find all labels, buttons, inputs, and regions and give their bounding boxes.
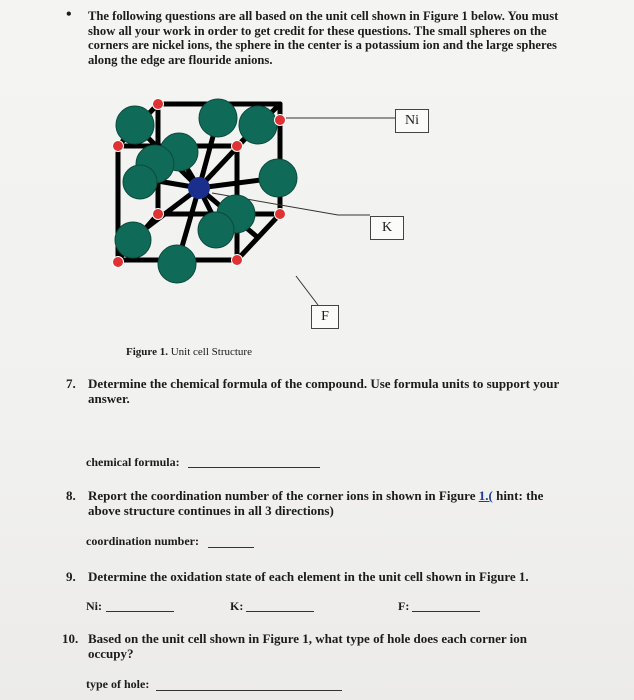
question-9-text: Determine the oxidation state of each element in the unit cell shown in Figure 1. — [88, 569, 529, 584]
question-8-text-start: Report the coordination number of the corner ions in shown in Figure — [88, 488, 479, 503]
nickel-sphere — [275, 209, 286, 220]
fluoride-sphere — [199, 99, 237, 137]
potassium-sphere — [188, 177, 210, 199]
k-oxidation-label: K: — [230, 599, 244, 613]
k-oxidation-answer-line[interactable] — [246, 611, 314, 612]
nickel-sphere — [275, 115, 286, 126]
nickel-sphere — [113, 257, 124, 268]
figure-caption-bold: Figure 1. — [126, 346, 168, 358]
fluoride-sphere — [259, 159, 297, 197]
ni-oxidation-answer-line[interactable] — [106, 611, 174, 612]
nickel-sphere — [113, 141, 124, 152]
chemical-formula-answer-line[interactable] — [188, 467, 320, 468]
question-8-text — [88, 488, 558, 518]
fluoride-sphere — [116, 106, 154, 144]
ni-oxidation-label: Ni: — [86, 599, 102, 613]
question-9-number: 9. — [66, 569, 76, 584]
ni-label-box: Ni — [395, 109, 429, 133]
fluoride-sphere — [239, 106, 277, 144]
coordination-number-answer-line[interactable] — [208, 547, 254, 548]
figure-1-link[interactable]: 1.( — [478, 488, 493, 503]
nickel-sphere — [153, 209, 164, 220]
type-of-hole-label: type of hole: — [86, 677, 150, 691]
intro-paragraph: The following questions are all based on the unit cell shown in Figure 1 below. You must show all your work in order to get credit for these questions. The small spheres on the corners are nickel ions, the sphere in the center is a potassium ion and the large spheres along the edge are flouride anions. — [88, 9, 559, 67]
unit-cell-figure — [0, 80, 634, 420]
question-10-text: Based on the unit cell shown in Figure 1, what type of hole does each corner ion occupy? — [88, 631, 528, 661]
nickel-sphere — [153, 99, 164, 110]
fluoride-sphere — [123, 165, 157, 199]
question-8-number: 8. — [66, 488, 76, 503]
intro-bullet: • — [66, 6, 72, 23]
fluoride-sphere — [158, 245, 196, 283]
question-8-text-end: hint: the above structure continues in all 3 directions) — [88, 488, 544, 518]
fluoride-sphere — [115, 222, 151, 258]
chemical-formula-label: chemical formula: — [86, 455, 180, 469]
nickel-sphere — [232, 255, 243, 266]
fluoride-sphere — [198, 212, 234, 248]
question-10-number: 10. — [62, 631, 79, 646]
figure-caption — [126, 345, 252, 360]
nickel-sphere — [232, 141, 243, 152]
figure-caption-text: Unit cell Structure — [167, 346, 252, 358]
f-label-box: F — [311, 305, 339, 329]
type-of-hole-answer-line[interactable] — [156, 690, 342, 691]
question-7-number: 7. — [66, 376, 76, 391]
f-oxidation-answer-line[interactable] — [412, 611, 480, 612]
k-label-box: K — [370, 216, 404, 240]
f-oxidation-label: F: — [398, 599, 410, 613]
coordination-number-label: coordination number: — [86, 534, 200, 548]
question-7-text: Determine the chemical formula of the compound. Use formula units to support your answer. — [88, 376, 559, 406]
